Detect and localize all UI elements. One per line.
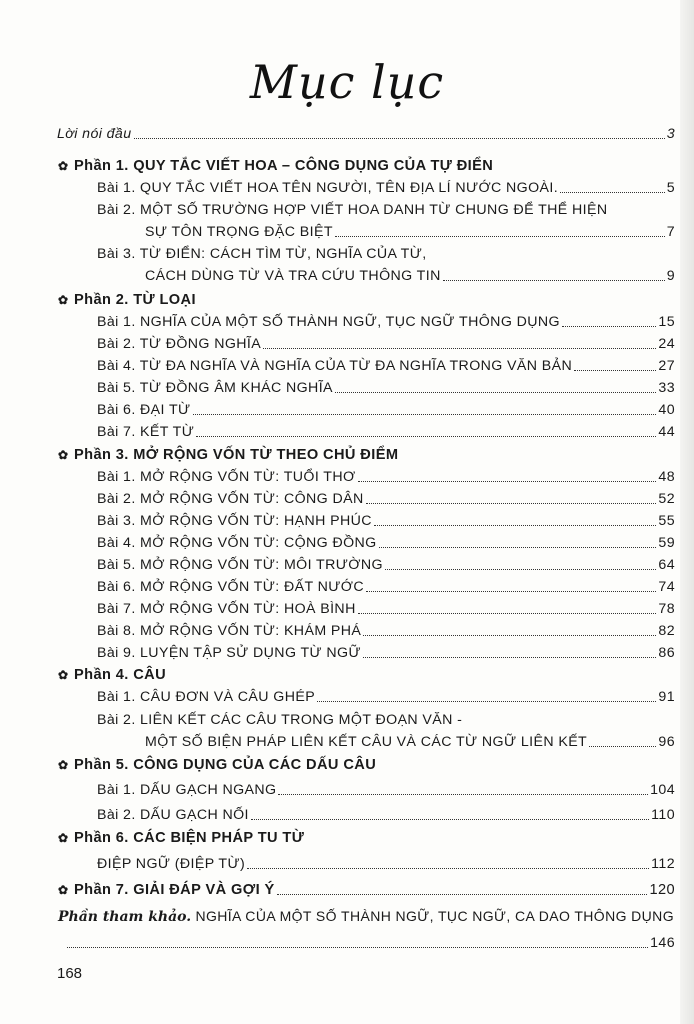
entry-page: 74 xyxy=(658,579,675,595)
toc-entry[interactable] xyxy=(97,689,675,705)
entry-text: Lời nói đầu xyxy=(57,126,132,142)
entry-text: Bài 1. CÂU ĐƠN VÀ CÂU GHÉP xyxy=(97,689,316,705)
part-title: CÁC BIỆN PHÁP TU TỪ xyxy=(133,830,305,846)
dot-leader xyxy=(134,138,665,139)
dot-leader xyxy=(67,947,648,948)
page-title: Mục lục xyxy=(249,55,445,109)
toc-entry[interactable]: Bài 2. LIÊN KẾT CÁC CÂU TRONG MỘT ĐOẠN VĂN - xyxy=(97,712,463,728)
dot-leader xyxy=(277,894,648,895)
toc-entry[interactable] xyxy=(97,782,675,798)
entry-text: Bài 1. QUY TẮC VIẾT HOA TÊN NGƯỜI, TÊN ĐỊA LÍ NƯỚC NGOÀI. xyxy=(97,180,559,196)
entry-text: Bài 4. TỪ ĐA NGHĨA VÀ NGHĨA CỦA TỪ ĐA NGHĨA TRONG VĂN BẢN xyxy=(97,358,573,374)
part-label: Phần 7. xyxy=(74,882,129,898)
toc-entry[interactable]: Bài 2. MỘT SỐ TRƯỜNG HỢP VIẾT HOA DANH TỪ CHUNG ĐỂ THỂ HIỆN xyxy=(97,202,608,218)
entry-text: Bài 6. ĐẠI TỪ xyxy=(97,402,191,418)
dot-leader xyxy=(363,635,656,636)
dot-leader xyxy=(335,236,665,237)
entry-page: 24 xyxy=(658,336,675,352)
part-label: Phần 5. xyxy=(74,757,129,773)
toc-entry[interactable] xyxy=(97,579,675,595)
part-title: TỪ LOẠI xyxy=(133,292,196,308)
toc-entry[interactable] xyxy=(97,380,675,396)
toc-entry[interactable] xyxy=(97,180,675,196)
entry-page: 110 xyxy=(651,807,675,823)
entry-text: Bài 5. TỪ ĐỒNG ÂM KHÁC NGHĨA xyxy=(97,380,333,396)
entry-page: 146 xyxy=(650,935,675,951)
toc-entry[interactable] xyxy=(97,645,675,661)
reference-text: NGHĨA CỦA MỘT SỐ THÀNH NGỮ, TỤC NGỮ, CA DAO THÔNG DỤNG xyxy=(195,908,674,924)
dot-leader xyxy=(366,503,657,504)
entry-text: Bài 7. MỞ RỘNG VỐN TỪ: HOÀ BÌNH xyxy=(97,601,356,617)
part-heading[interactable] xyxy=(58,158,493,174)
page-edge xyxy=(680,0,694,1024)
toc-entry[interactable] xyxy=(97,807,675,823)
part-heading[interactable] xyxy=(58,667,166,683)
entry-text: Bài 4. MỞ RỘNG VỐN TỪ: CỘNG ĐỒNG xyxy=(97,535,377,551)
entry-page: 82 xyxy=(658,623,675,639)
dot-leader xyxy=(366,591,656,592)
entry-text: Bài 1. MỞ RỘNG VỐN TỪ: TUỔI THƠ xyxy=(97,469,356,485)
entry-page: 27 xyxy=(658,358,675,374)
entry-text: Bài 2. MỞ RỘNG VỐN TỪ: CÔNG DÂN xyxy=(97,491,364,507)
dot-leader xyxy=(443,280,665,281)
entry-text: Bài 9. LUYỆN TẬP SỬ DỤNG TỪ NGỮ xyxy=(97,645,361,661)
toc-entry[interactable] xyxy=(97,856,675,872)
entry-page: 40 xyxy=(658,402,675,418)
part-heading[interactable] xyxy=(58,882,675,898)
toc-entry-intro[interactable] xyxy=(57,126,675,142)
flower-icon: ✿ xyxy=(58,831,69,845)
toc-entry[interactable]: Bài 3. TỪ ĐIỂN: CÁCH TÌM TỪ, NGHĨA CỦA TỪ, xyxy=(97,246,427,262)
toc-entry-continuation xyxy=(145,734,675,750)
toc-entry[interactable] xyxy=(97,513,675,529)
toc-entry-continuation xyxy=(145,224,675,240)
entry-text: Bài 6. MỞ RỘNG VỐN TỪ: ĐẤT NƯỚC xyxy=(97,579,364,595)
flower-icon: ✿ xyxy=(58,668,69,682)
flower-icon: ✿ xyxy=(58,448,69,462)
dot-leader xyxy=(385,569,657,570)
entry-text: CÁCH DÙNG TỪ VÀ TRA CỨU THÔNG TIN xyxy=(145,268,441,284)
dot-leader xyxy=(251,819,649,820)
dot-leader xyxy=(562,326,656,327)
entry-text: Bài 5. MỞ RỘNG VỐN TỪ: MÔI TRƯỜNG xyxy=(97,557,383,573)
toc-entry[interactable] xyxy=(97,402,675,418)
entry-text: Bài 2. DẤU GẠCH NỐI xyxy=(97,807,249,823)
entry-text: SỰ TÔN TRỌNG ĐẶC BIỆT xyxy=(145,224,333,240)
entry-page: 15 xyxy=(658,314,675,330)
flower-icon: ✿ xyxy=(58,758,69,772)
flower-icon: ✿ xyxy=(58,293,69,307)
dot-leader xyxy=(278,794,648,795)
dot-leader xyxy=(560,192,665,193)
entry-text: Bài 7. KẾT TỪ xyxy=(97,424,195,440)
part-title: GIẢI ĐÁP VÀ GỢI Ý xyxy=(133,882,275,898)
entry-page: 3 xyxy=(666,126,675,142)
part-heading[interactable] xyxy=(58,757,376,773)
page-number: 168 xyxy=(57,965,83,982)
toc-entry[interactable] xyxy=(97,469,675,485)
toc-entry[interactable] xyxy=(97,601,675,617)
part-heading[interactable] xyxy=(58,830,304,846)
entry-text: Bài 1. DẤU GẠCH NGANG xyxy=(97,782,277,798)
part-label: Phần 6. xyxy=(74,830,129,846)
toc-entry[interactable] xyxy=(97,358,675,374)
entry-page: 86 xyxy=(658,645,675,661)
dot-leader xyxy=(335,392,656,393)
dot-leader xyxy=(363,657,656,658)
reference-entry[interactable] xyxy=(58,908,674,925)
flower-icon: ✿ xyxy=(58,159,69,173)
entry-page: 33 xyxy=(658,380,675,396)
toc-entry[interactable] xyxy=(97,336,675,352)
dot-leader xyxy=(374,525,657,526)
entry-text: Bài 3. MỞ RỘNG VỐN TỪ: HẠNH PHÚC xyxy=(97,513,372,529)
entry-page: 52 xyxy=(658,491,675,507)
entry-page: 44 xyxy=(658,424,675,440)
part-title: MỞ RỘNG VỐN TỪ THEO CHỦ ĐIỂM xyxy=(133,447,399,463)
entry-page: 55 xyxy=(658,513,675,529)
dot-leader xyxy=(379,547,657,548)
dot-leader xyxy=(196,436,656,437)
part-label: Phần 2. xyxy=(74,292,129,308)
toc-entry[interactable] xyxy=(97,491,675,507)
entry-page: 91 xyxy=(658,689,675,705)
part-label: Phần 3. xyxy=(74,447,129,463)
entry-text: Bài 8. MỞ RỘNG VỐN TỪ: KHÁM PHÁ xyxy=(97,623,362,639)
part-title: CÂU xyxy=(133,667,167,683)
entry-page: 78 xyxy=(658,601,675,617)
toc-entry[interactable] xyxy=(97,314,675,330)
entry-page: 120 xyxy=(649,882,675,898)
dot-leader xyxy=(317,701,656,702)
dot-leader xyxy=(358,613,657,614)
dot-leader xyxy=(263,348,656,349)
entry-text: Bài 2. TỪ ĐỒNG NGHĨA xyxy=(97,336,262,352)
entry-page: 48 xyxy=(658,469,675,485)
entry-page: 112 xyxy=(651,856,675,872)
toc-entry-continuation xyxy=(145,268,675,284)
entry-page: 96 xyxy=(658,734,675,750)
entry-page: 64 xyxy=(658,557,675,573)
entry-page: 9 xyxy=(666,268,675,284)
entry-page: 5 xyxy=(666,180,675,196)
dot-leader xyxy=(589,746,656,747)
dot-leader xyxy=(247,868,649,869)
entry-text: Bài 1. NGHĨA CỦA MỘT SỐ THÀNH NGỮ, TỤC NGỮ THÔNG DỤNG xyxy=(97,314,560,330)
part-title: CÔNG DỤNG CỦA CÁC DẤU CÂU xyxy=(133,757,377,773)
flower-icon: ✿ xyxy=(58,883,69,897)
dot-leader xyxy=(193,414,657,415)
entry-page: 59 xyxy=(658,535,675,551)
reference-label: Phần tham khảo. xyxy=(58,909,192,925)
part-label: Phần 1. xyxy=(74,158,129,174)
toc-entry[interactable] xyxy=(97,535,675,551)
entry-text: ĐIỆP NGỮ (ĐIỆP TỪ) xyxy=(97,856,246,872)
entry-page: 7 xyxy=(666,224,675,240)
part-heading[interactable] xyxy=(58,447,398,463)
reference-page-line xyxy=(65,935,675,951)
dot-leader xyxy=(574,370,656,371)
part-label: Phần 4. xyxy=(74,667,129,683)
part-heading[interactable] xyxy=(58,292,196,308)
entry-page: 104 xyxy=(650,782,675,798)
dot-leader xyxy=(358,481,657,482)
entry-text: MỘT SỐ BIỆN PHÁP LIÊN KẾT CÂU VÀ CÁC TỪ NGỮ LIÊN KẾT xyxy=(145,734,588,750)
toc-entry[interactable] xyxy=(97,623,675,639)
part-title: QUY TẮC VIẾT HOA – CÔNG DỤNG CỦA TỰ ĐIỂN xyxy=(133,158,494,174)
toc-entry[interactable] xyxy=(97,557,675,573)
toc-entry[interactable] xyxy=(97,424,675,440)
